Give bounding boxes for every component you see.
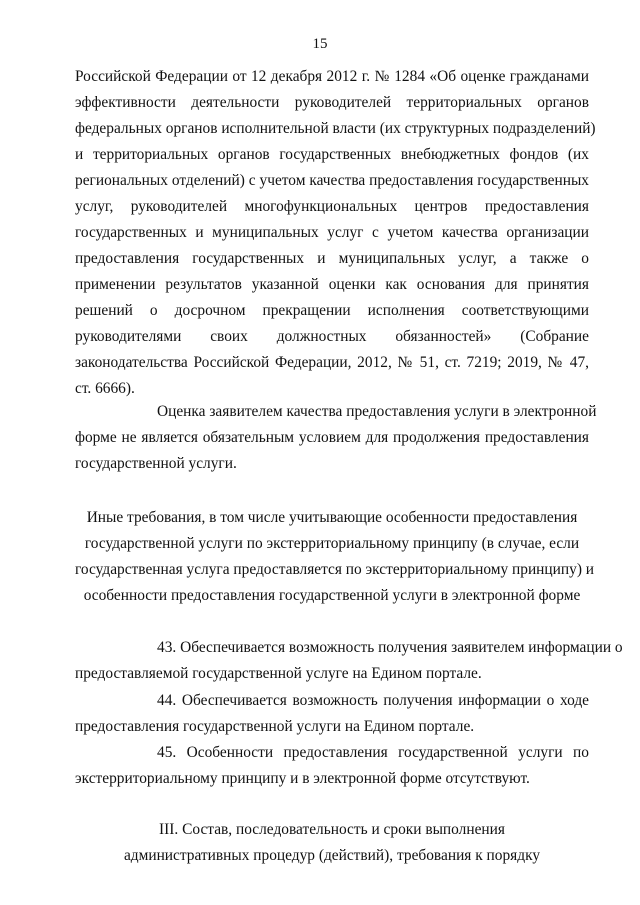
text-line: законодательства Российской Федерации, 2012, № 51, ст. 7219; 2019, № 47, xyxy=(75,354,589,371)
text-line: государственных и муниципальных услуг с учетом качества организации xyxy=(75,224,589,241)
text-line: региональных отделений) с учетом качества предоставления государственных xyxy=(75,172,589,189)
evaluation-paragraph xyxy=(75,399,597,477)
heading-line: Иные требования, в том числе учитывающие особенности предоставления xyxy=(86,509,578,526)
text-line: федеральных органов исполнительной власти (их структурных подразделений) xyxy=(75,120,596,137)
heading-line: административных процедур (действий), требования к порядку xyxy=(123,847,541,864)
text-line: предоставляемой государственной услуге на Едином портале. xyxy=(75,665,482,682)
text-line: Российской Федерации от 12 декабря 2012 г. № 1284 «Об оценке гражданами xyxy=(75,68,589,85)
text-line: и территориальных органов государственных внебюджетных фондов (их xyxy=(75,146,589,163)
text-line: предоставления государственных и муниципальных услуг, а также о xyxy=(75,250,589,267)
text-line: решений о досрочном прекращении исполнения соответствующими xyxy=(75,302,589,319)
text-line: 45. Особенности предоставления государственной услуги по xyxy=(157,744,589,761)
text-line: государственной услуги. xyxy=(75,455,237,472)
clause-44 xyxy=(75,688,589,740)
clause-43 xyxy=(75,635,623,687)
chapter-heading xyxy=(75,817,589,869)
text-line: ст. 6666). xyxy=(75,380,135,397)
text-line: предоставления государственной услуги на Едином портале. xyxy=(75,718,475,735)
text-line: эффективности деятельности руководителей территориальных органов xyxy=(75,94,589,111)
text-line: экстерриториальному принципу и в электронной форме отсутствуют. xyxy=(75,770,530,787)
text-line: форме не является обязательным условием для продолжения предоставления xyxy=(75,429,589,446)
continuation-paragraph xyxy=(75,64,596,402)
heading-line: III. Состав, последовательность и сроки выполнения xyxy=(159,821,505,838)
page-number: 15 xyxy=(312,36,328,52)
heading-line: государственная услуга предоставляется по экстерриториальному принципу) и xyxy=(75,561,595,578)
section-heading xyxy=(75,505,595,609)
text-line: услуг, руководителей многофункциональных центров предоставления xyxy=(75,198,589,215)
clause-45 xyxy=(75,740,589,792)
text-line: 43. Обеспечивается возможность получения заявителем информации о xyxy=(157,639,623,656)
text-line: 44. Обеспечивается возможность получения информации о ходе xyxy=(157,692,589,709)
text-line: руководителями своих должностных обязанностей» (Собрание xyxy=(75,328,589,345)
text-line: применении результатов указанной оценки как основания для принятия xyxy=(75,276,589,293)
heading-line: государственной услуги по экстерриториальному принципу (в случае, если xyxy=(84,535,580,552)
heading-line: особенности предоставления государственной услуги в электронной форме xyxy=(83,587,581,604)
text-line: Оценка заявителем качества предоставления услуги в электронной xyxy=(157,403,597,420)
